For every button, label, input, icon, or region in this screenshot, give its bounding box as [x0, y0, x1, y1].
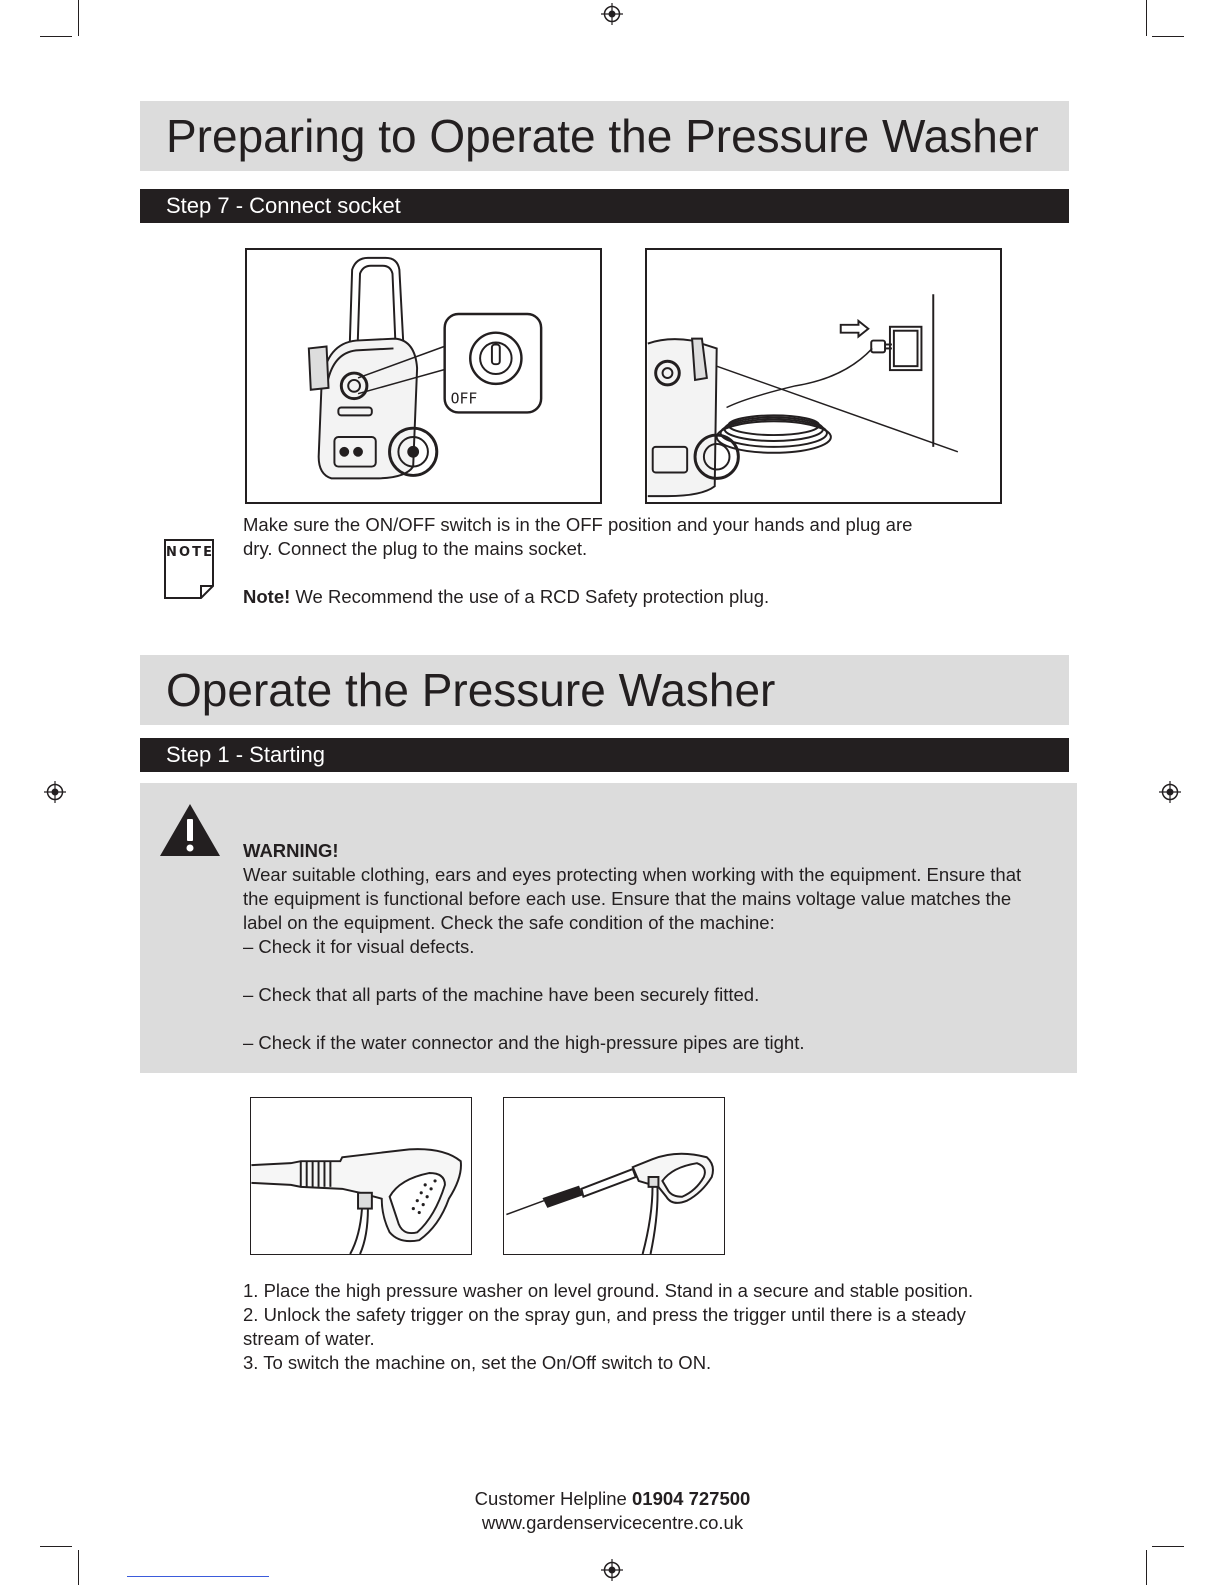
step-header	[140, 738, 1069, 772]
warning-title: WARNING!	[243, 840, 339, 861]
step-line: 1. Place the high pressure washer on level ground. Stand in a secure and stable position.	[243, 1280, 974, 1301]
check-parts-line: – Check that all parts of the machine have been securely fitted.	[243, 984, 760, 1005]
note-line	[243, 585, 1043, 609]
registration-mark-icon	[601, 1559, 623, 1581]
figure-spray-gun-closeup	[250, 1097, 472, 1255]
section-title-bar	[140, 101, 1069, 171]
note-text: We Recommend the use of a RCD Safety protection plug.	[290, 586, 770, 607]
website-link[interactable]: www.gardenservicecentre.co.uk	[481, 1512, 744, 1533]
bottom-link-underline	[127, 1576, 269, 1577]
figure-plug-socket	[645, 248, 1002, 504]
step-title: Step 7 - Connect socket	[166, 193, 401, 218]
registration-mark-icon	[601, 3, 623, 25]
crop-mark	[1152, 1546, 1184, 1547]
step-line: 2. Unlock the safety trigger on the spray gun, and press the trigger until there is a steady	[243, 1304, 966, 1325]
spray-gun-illustration	[251, 1098, 471, 1254]
crop-mark	[40, 36, 72, 37]
warning-line: Wear suitable clothing, ears and eyes protecting when working with the equipment. Ensure that	[243, 864, 1022, 885]
step-line: 3. To switch the machine on, set the On/Off switch to ON.	[243, 1352, 712, 1373]
footer-helpline	[0, 1487, 1225, 1511]
registration-mark-icon	[44, 781, 66, 803]
warning-triangle-icon	[158, 802, 222, 858]
instruction-line: Make sure the ON/OFF switch is in the OFF position and your hands and plug are	[243, 514, 913, 535]
spray-gun-lance-illustration	[504, 1098, 724, 1254]
warning-text	[243, 839, 1063, 1055]
step-header	[140, 189, 1069, 223]
crop-mark	[1152, 36, 1184, 37]
warning-line: – Check it for visual defects.	[243, 936, 475, 957]
instruction-line: dry. Connect the plug to the mains socket.	[243, 538, 588, 559]
crop-mark	[1146, 1550, 1147, 1585]
warning-panel	[140, 783, 1077, 1073]
note-icon	[163, 538, 215, 602]
helpline-number: 01904 727500	[632, 1488, 751, 1509]
crop-mark	[1146, 0, 1147, 36]
note-label: Note!	[243, 586, 291, 607]
crop-mark	[40, 1546, 72, 1547]
pressure-washer-illustration	[247, 250, 600, 502]
plug-socket-illustration	[647, 250, 1000, 502]
helpline-label: Customer Helpline	[474, 1488, 632, 1509]
step-line: stream of water.	[243, 1328, 375, 1349]
page-title: Preparing to Operate the Pressure Washer	[166, 110, 1039, 162]
check-water-line: – Check if the water connector and the high-pressure pipes are tight.	[243, 1032, 805, 1053]
footer-website[interactable]	[0, 1511, 1225, 1535]
step-title: Step 1 - Starting	[166, 742, 325, 767]
crop-mark	[78, 1550, 79, 1585]
connect-instructions	[243, 513, 1043, 609]
crop-mark	[78, 0, 79, 36]
section-title-bar	[140, 655, 1069, 725]
note-icon-label: NOTE	[166, 545, 212, 560]
off-switch-label: OFF	[450, 390, 478, 408]
warning-line: the equipment is functional before each use. Ensure that the mains voltage value matches the	[243, 888, 1012, 909]
section-title: Operate the Pressure Washer	[166, 664, 776, 716]
warning-line: label on the equipment. Check the safe condition of the machine:	[243, 912, 775, 933]
registration-mark-icon	[1159, 781, 1181, 803]
figure-washer-off-switch	[245, 248, 602, 504]
operating-steps	[243, 1279, 1063, 1375]
figure-spray-gun-full	[503, 1097, 725, 1255]
